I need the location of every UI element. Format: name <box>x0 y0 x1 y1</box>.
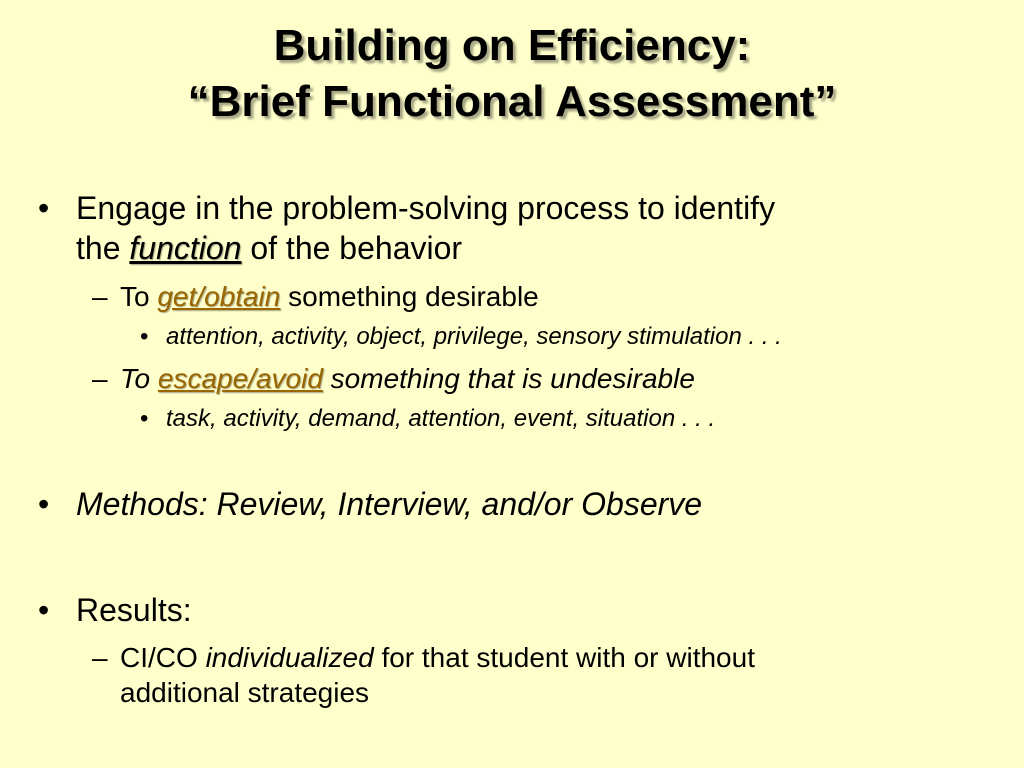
bullet-marker: • <box>38 486 50 522</box>
dash-marker: – <box>92 642 108 673</box>
bullet-marker: • <box>38 592 50 628</box>
bullet-1-text-a: Engage in the problem-solving process to identify <box>76 190 776 226</box>
sub-bullet-escape-post: something that is undesirable <box>322 363 695 394</box>
dash-marker: – <box>92 281 108 312</box>
sub-bullet-obtain-post: something desirable <box>280 281 539 312</box>
sub-bullet-escape-pre: To <box>120 363 158 394</box>
sub-bullet-cico-post: for that student with or without <box>373 642 755 673</box>
bullet-1-text-b-post: of the behavior <box>241 230 463 266</box>
escape-examples: task, activity, demand, attention, event, situation . . . <box>166 405 716 432</box>
sub-bullet-cico <box>120 641 755 675</box>
sub-bullet-escape-keyword: escape/avoid <box>157 363 323 394</box>
sub-bullet-cico-line-2: additional strategies <box>120 677 370 708</box>
small-bullet-marker: • <box>140 405 149 432</box>
small-bullet-marker: • <box>140 323 149 350</box>
sub-bullet-obtain <box>120 280 539 314</box>
bullet-results: Results: <box>76 592 192 628</box>
title-line-2: “Brief Functional Assessment” <box>187 77 837 126</box>
bullet-1-line-2 <box>76 228 462 268</box>
sub-bullet-escape <box>120 362 695 396</box>
dash-marker: – <box>92 363 108 394</box>
bullet-methods: Methods: Review, Interview, and/or Observe <box>76 486 703 522</box>
obtain-examples: attention, activity, object, privilege, sensory stimulation . . . <box>166 323 782 350</box>
bullet-1-keyword: function <box>129 230 242 266</box>
title-line-1: Building on Efficiency: <box>273 21 751 70</box>
sub-bullet-cico-pre: CI/CO <box>120 642 206 673</box>
bullet-1-line-1 <box>76 188 775 228</box>
bullet-marker: • <box>38 190 50 226</box>
sub-bullet-obtain-pre: To <box>120 281 158 312</box>
sub-bullet-obtain-keyword: get/obtain <box>157 281 281 312</box>
sub-bullet-cico-keyword: individualized <box>205 642 374 673</box>
bullet-1-text-b-pre: the <box>76 230 130 266</box>
